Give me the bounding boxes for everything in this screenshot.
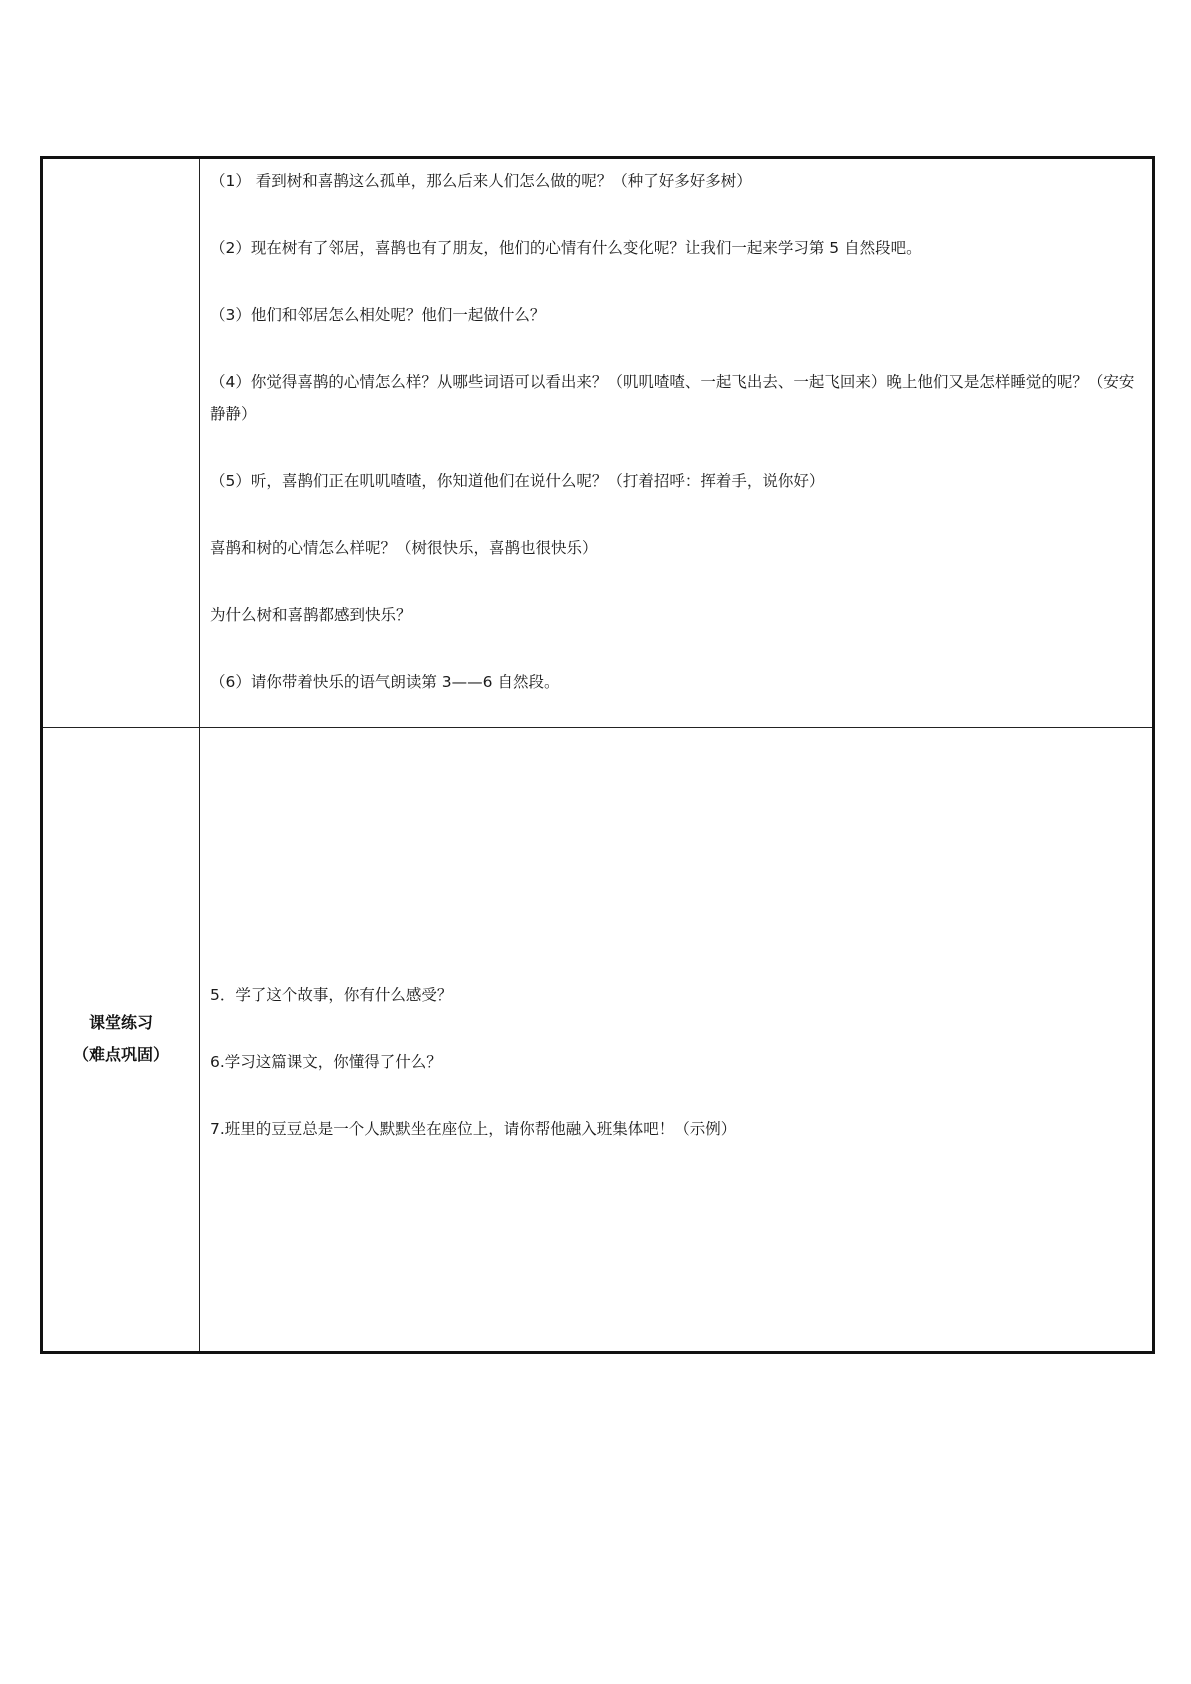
row-label-empty (42, 158, 200, 728)
row-label-line-1: 课堂练习 (88, 1014, 153, 1032)
practice-question-7: 7.班里的豆豆总是一个人默默坐在座位上，请你帮他融入班集体吧！（示例） (210, 1120, 737, 1138)
row-label-classroom-practice (42, 728, 200, 1353)
practice-questions (210, 899, 1142, 1145)
practice-content-cell (200, 728, 1154, 1353)
step-paragraph-1: （1） 看到树和喜鹊这么孤单，那么后来人们怎么做的呢？（种了好多好多树） (210, 172, 752, 190)
step-paragraph-5: （5）听，喜鹊们正在叽叽喳喳，你知道他们在说什么呢？（打着招呼：挥着手，说你好） (210, 472, 825, 490)
lesson-plan-table (40, 156, 1155, 1354)
step-paragraph-4: （4）你觉得喜鹊的心情怎么样？从哪些词语可以看出来？（叽叽喳喳、一起飞出去、一起飞回来）晚上他们又是怎样睡觉的呢？（安安静静） (210, 373, 1135, 423)
teaching-steps-cell (200, 158, 1154, 728)
practice-question-5: 5．学了这个故事，你有什么感受？ (210, 986, 453, 1004)
step-paragraph-8: （6）请你带着快乐的语气朗读第 3——6 自然段。 (210, 673, 560, 691)
row-label-line-2: （难点巩固） (72, 1046, 169, 1064)
step-paragraph-3: （3）他们和邻居怎么相处呢？他们一起做什么？ (210, 306, 546, 324)
table-row-teaching-steps (42, 158, 1154, 728)
table-row-classroom-practice (42, 728, 1154, 1353)
practice-question-6: 6.学习这篇课文，你懂得了什么？ (210, 1053, 442, 1071)
step-paragraph-7: 为什么树和喜鹊都感到快乐？ (210, 606, 412, 624)
step-paragraph-2: （2）现在树有了邻居，喜鹊也有了朋友，他们的心情有什么变化呢？让我们一起来学习第 5 自然段吧。 (210, 239, 922, 257)
step-paragraph-6: 喜鹊和树的心情怎么样呢？（树很快乐，喜鹊也很快乐） (210, 539, 598, 557)
